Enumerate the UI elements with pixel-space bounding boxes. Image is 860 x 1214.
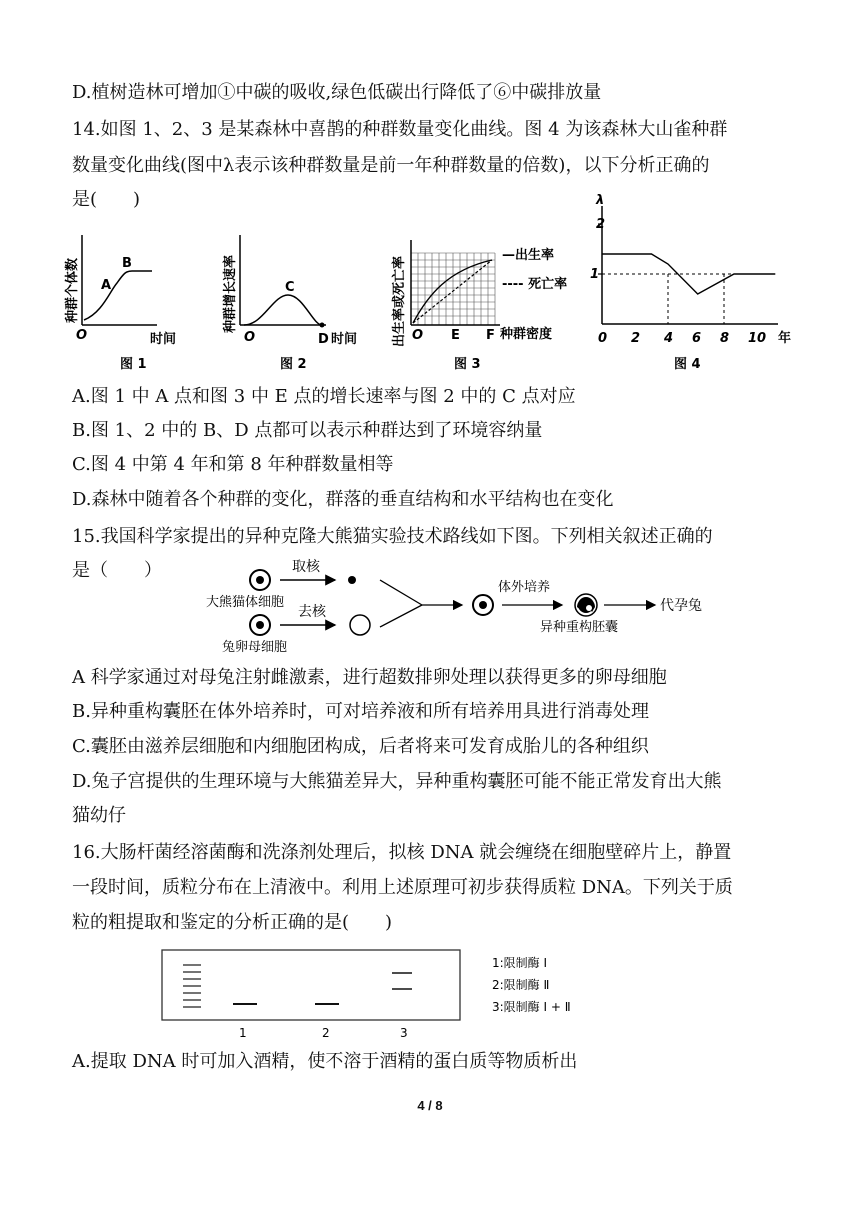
flow-rabbit-cell: 兔卵母细胞 (222, 640, 288, 655)
figure-4 (590, 190, 805, 375)
fig3-point-f: F (486, 328, 495, 343)
fig4-xtick-6: 6 (692, 331, 702, 346)
fig2-ylabel: 种群增长速率 (223, 254, 238, 333)
option-d-13: D.植树造林可增加①中碳的吸收,绿色低碳出行降低了⑥中碳排放量 (72, 82, 602, 103)
q15-option-d-1: D.兔子宫提供的生理环境与大熊猫差异大，异种重构囊胚可能不能正常发育出大熊 (72, 771, 722, 792)
q14-option-a: A.图 1 中 A 点和图 3 中 E 点的增长速率与图 2 中的 C 点对应 (72, 386, 576, 407)
gel-legend-2: 2:限制酶 Ⅱ (492, 978, 550, 992)
flow-enucleate: 去核 (298, 604, 326, 620)
fig2-origin: O (244, 330, 256, 345)
flow-result: 代孕兔 (660, 598, 702, 614)
figure-3 (388, 225, 588, 375)
fig4-xtick-10: 10 (748, 331, 767, 346)
fig3-xlabel: 种群密度 (500, 327, 553, 342)
fig2-caption: 图 2 (280, 357, 307, 372)
fig4-xtick-8: 8 (720, 331, 730, 346)
q16-stem-3: 粒的粗提取和鉴定的分析正确的是( ) (72, 912, 393, 933)
q14-option-c: C.图 4 中第 4 年和第 8 年种群数量相等 (72, 454, 394, 475)
fig1-ylabel: 种群个体数 (65, 257, 80, 323)
fig4-ylabel: λ (596, 193, 605, 208)
gel-lane-3: 3 (400, 1026, 408, 1040)
fig4-ytick-1: 1 (590, 267, 600, 282)
flow-remove-nucleus: 取核 (292, 559, 320, 575)
q14-option-d: D.森林中随着各个种群的变化，群落的垂直结构和水平结构也在变化 (72, 489, 614, 510)
fig3-caption: 图 3 (454, 357, 481, 372)
q15-option-c: C.囊胚由滋养层细胞和内细胞团构成，后者将来可发育成胎儿的各种组织 (72, 736, 649, 757)
figure-2 (218, 225, 378, 375)
fig4-ytick-2: 2 (596, 217, 606, 232)
gel-legend-1: 1:限制酶 Ⅰ (492, 956, 548, 970)
fig1-xlabel: 时间 (150, 332, 177, 347)
gel-lane-1: 1 (239, 1026, 247, 1040)
gel-legend-3: 3:限制酶 Ⅰ + Ⅱ (492, 1000, 571, 1014)
fig1-caption: 图 1 (120, 357, 147, 372)
fig4-xtick-2: 2 (631, 331, 641, 346)
fig2-point-d: D (318, 332, 329, 347)
cloning-flowchart (200, 555, 760, 660)
fig3-origin: O (412, 328, 424, 343)
q16-stem-1: 16.大肠杆菌经溶菌酶和洗涤剂处理后，拟核 DNA 就会缠绕在细胞壁碎片上，静置 (72, 842, 732, 863)
gel-lane-2: 2 (322, 1026, 330, 1040)
fig4-caption: 图 4 (674, 357, 701, 372)
fig1-origin: O (76, 328, 88, 343)
gel-electrophoresis (160, 945, 630, 1045)
q14-option-b: B.图 1、2 中的 B、D 点都可以表示种群达到了环境容纳量 (72, 420, 543, 441)
fig4-xtick-4: 4 (664, 331, 674, 346)
figure-1 (62, 225, 202, 375)
q15-stem-2: 是（ ） (72, 560, 162, 581)
fig2-xlabel: 时间 (331, 332, 358, 347)
q15-option-d-2: 猫幼仔 (72, 805, 126, 826)
fig3-point-e: E (451, 328, 460, 343)
fig1-point-a: A (101, 278, 112, 293)
fig3-legend-death: ---- 死亡率 (502, 277, 568, 292)
flow-panda-cell: 大熊猫体细胞 (206, 595, 285, 610)
q15-option-a: A 科学家通过对母兔注射雌激素，进行超数排卵处理以获得更多的卵母细胞 (72, 667, 667, 688)
fig3-legend-birth: —出生率 (502, 248, 555, 263)
fig2-point-c: C (285, 280, 295, 295)
q16-option-a: A.提取 DNA 时可加入酒精，使不溶于酒精的蛋白质等物质析出 (72, 1051, 578, 1072)
flow-embryo: 异种重构胚囊 (540, 620, 619, 635)
q16-stem-2: 一段时间，质粒分布在上清液中。利用上述原理可初步获得质粒 DNA。下列关于质 (72, 877, 733, 898)
q14-stem-2: 数量变化曲线(图中λ表示该种群数量是前一年种群数量的倍数)，以下分析正确的 (72, 155, 710, 176)
fig4-origin: 0 (598, 331, 608, 346)
q14-stem-3: 是( ) (72, 189, 141, 210)
flow-culture: 体外培养 (498, 580, 551, 595)
page-number: 4 / 8 (417, 1098, 443, 1113)
q15-stem-1: 15.我国科学家提出的异种克隆大熊猫实验技术路线如下图。下列相关叙述正确的 (72, 526, 713, 547)
fig1-point-b: B (122, 256, 132, 271)
q14-stem-1: 14.如图 1、2、3 是某森林中喜鹊的种群数量变化曲线。图 4 为该森林大山雀种群 (72, 119, 728, 140)
q15-option-b: B.异种重构囊胚在体外培养时，可对培养液和所有培养用具进行消毒处理 (72, 701, 649, 722)
fig4-xlabel: 年 (778, 331, 792, 346)
fig3-ylabel: 出生率或死亡率 (392, 255, 407, 347)
